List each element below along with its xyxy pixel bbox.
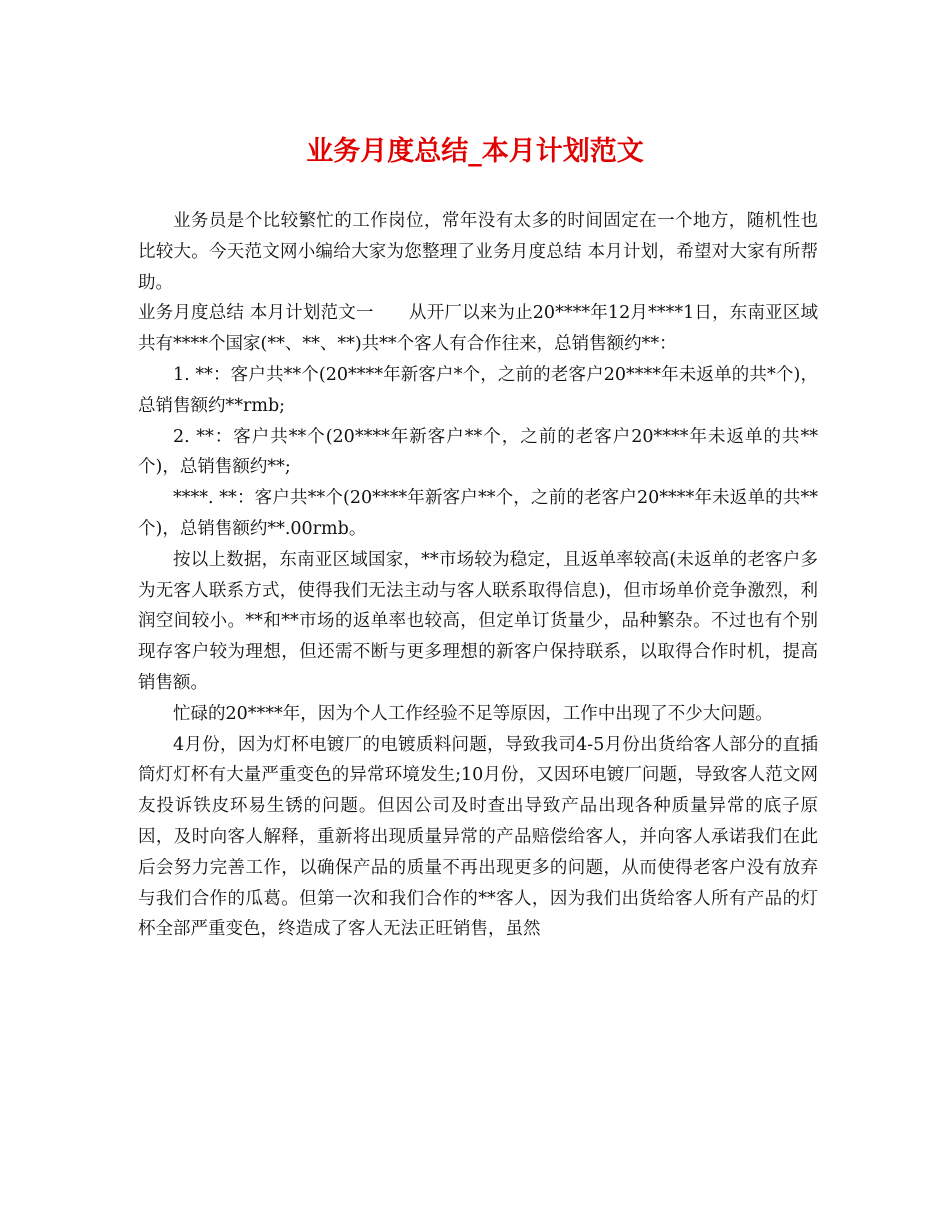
paragraph-item-2: 2. **：客户共**个(20****年新客户**个，之前的老客户20****年未返单的共**个)，总销售额约**; xyxy=(138,426,818,478)
paragraph-problems: 忙碌的20****年，因为个人工作经验不足等原因，工作中出现了不少大问题。 xyxy=(173,703,773,724)
document-body xyxy=(138,206,818,945)
document-title: 业务月度总结_本月计划范文 xyxy=(306,136,644,167)
paragraph-item-1: 1. **：客户共**个(20****年新客户*个，之前的老客户20****年未返单的共*个)，总销售额约**rmb; xyxy=(138,364,818,416)
paragraph-analysis: 按以上数据，东南亚区域国家，**市场较为稳定，且返单率较高(未返单的老客户多为无客人联系方式，使得我们无法主动与客人联系取得信息)，但市场单价竞争激烈，利润空间较小。**和**市场的返单率也较高，但定单订货量少，品种繁杂。不过也有个别现存客户较为理想，但还需不断与更多理想的新客户保持联系，以取得合作时机，提高销售额。 xyxy=(138,549,818,693)
paragraph-details: 4月份，因为灯杯电镀厂的电镀质料问题，导致我司4-5月份出货给客人部分的直插筒灯灯杯有大量严重变色的异常环境发生;10月份，又因环电镀厂问题，导致客人范文网友投诉铁皮环易生锈的问题。但因公司及时查出导致产品出现各种质量异常的底子原因，及时向客人解释，重新将出现质量异常的产品赔偿给客人，并向客人承诺我们在此后会努力完善工作，以确保产品的质量不再出现更多的问题，从而使得老客户没有放弃与我们合作的瓜葛。但第一次和我们合作的**客人，因为我们出货给客人所有产品的灯杯全部严重变色，终造成了客人无法正旺销售，虽然 xyxy=(138,734,818,940)
paragraph-sample-one: 业务月度总结 本月计划范文一 从开厂以来为止20****年12月****1日，东南亚区域共有****个国家(**、**、**)共**个客人有合作往来，总销售额约**： xyxy=(138,303,818,355)
paragraph-item-3: ****. **：客户共**个(20****年新客户**个，之前的老客户20****年未返单的共**个)，总销售额约**.00rmb。 xyxy=(138,488,818,539)
paragraph-intro: 业务员是个比较繁忙的工作岗位，常年没有太多的时间固定在一个地方，随机性也比较大。今天范文网小编给大家为您整理了业务月度总结 本月计划，希望对大家有所帮助。 xyxy=(138,211,818,293)
